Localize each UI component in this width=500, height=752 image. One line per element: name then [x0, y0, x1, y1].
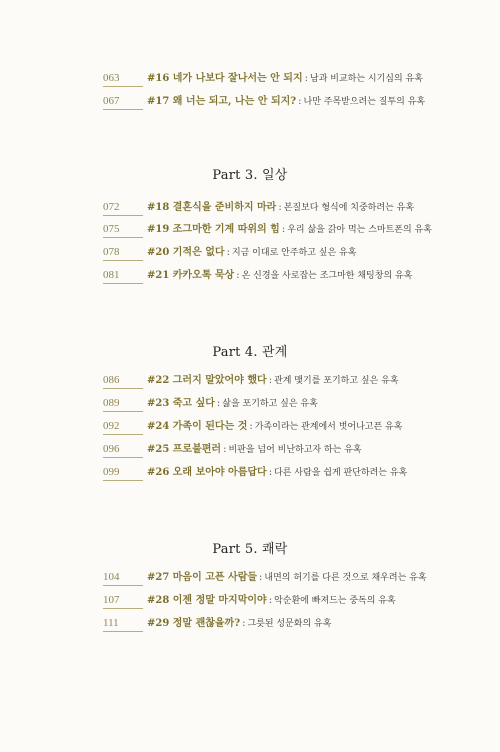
entry-description: 관계 맺기를 포기하고 싶은 유혹 [274, 376, 399, 386]
toc-entry[interactable] [103, 72, 463, 94]
entry-separator: : [236, 270, 240, 281]
page-number: 086 [103, 374, 120, 386]
entry-description: 다른 사람을 쉽게 판단하려는 유혹 [274, 468, 408, 478]
entry-description: 내면의 허기를 다른 것으로 채우려는 유혹 [264, 573, 427, 583]
part-title: Part 5. 쾌락 [212, 542, 288, 557]
entry-headline: #20 기적은 없다 [147, 247, 225, 258]
entry-headline: #22 그러지 말았어야 했다 [147, 375, 267, 386]
page-number: 096 [103, 443, 120, 455]
page-number: 107 [103, 594, 120, 606]
page-number-underline [103, 109, 143, 110]
page-number-underline [103, 480, 143, 481]
entry-headline: #17 왜 너는 되고, 나는 안 되지? [147, 96, 297, 107]
page-number: 078 [103, 246, 120, 258]
entry-description: 우리 삶을 갉아 먹는 스마트폰의 유혹 [287, 225, 432, 235]
toc-entry[interactable] [103, 617, 463, 639]
page-number-underline [103, 260, 143, 261]
page-number: 067 [103, 95, 120, 107]
part-title: Part 3. 일상 [212, 168, 288, 183]
entry-headline: #25 프로불편러 [147, 444, 222, 455]
entry-headline: #27 마음이 고픈 사람들 [147, 572, 258, 583]
entry-headline: #26 오래 보아야 아름답다 [147, 467, 267, 478]
page-number-underline [103, 411, 143, 412]
entry-separator: : [268, 467, 273, 478]
page-number: 111 [103, 617, 119, 629]
page-number-underline [103, 608, 143, 609]
part-title: Part 4. 관계 [212, 345, 288, 360]
entry-separator: : [268, 595, 273, 606]
entry-separator: : [281, 224, 286, 235]
entry-separator: : [249, 421, 253, 432]
entry-separator: : [278, 202, 282, 213]
toc-entry[interactable] [103, 420, 463, 442]
page-number: 089 [103, 397, 120, 409]
toc-entry[interactable] [103, 571, 463, 593]
toc-entry[interactable] [103, 374, 463, 396]
page-number-underline [103, 237, 143, 238]
page-number-underline [103, 215, 143, 216]
page-number-underline [103, 283, 143, 284]
entry-headline: #18 결혼식을 준비하지 마라 [147, 202, 277, 213]
toc-entry[interactable] [103, 397, 463, 419]
entry-description: 본질보다 형식에 치중하려는 유혹 [283, 203, 415, 213]
entry-description: 비판을 넘어 비난하고자 하는 유혹 [228, 445, 362, 455]
entry-separator: : [226, 247, 230, 258]
entry-headline: #24 가족이 된다는 것 [147, 421, 248, 432]
entry-separator: : [298, 96, 302, 107]
page-number-underline [103, 388, 143, 389]
toc-entry[interactable] [103, 466, 463, 488]
entry-description: 남과 비교하는 시기심의 유혹 [310, 74, 423, 84]
page-number: 075 [103, 223, 120, 235]
page-number: 081 [103, 269, 120, 281]
toc-entry[interactable] [103, 246, 463, 268]
entry-description: 삶을 포기하고 싶은 유혹 [222, 399, 318, 409]
page-number-underline [103, 86, 143, 87]
entry-headline: #21 카카오톡 묵상 [147, 270, 235, 281]
page-number: 104 [103, 571, 120, 583]
entry-separator: : [242, 618, 246, 629]
entry-separator: : [268, 375, 273, 386]
toc-entry[interactable] [103, 223, 463, 245]
entry-separator: : [304, 73, 308, 84]
toc-entry[interactable] [103, 201, 463, 223]
entry-separator: : [223, 444, 227, 455]
page-number-underline [103, 457, 143, 458]
entry-description: 온 신경을 사로잡는 조그마한 채팅창의 유혹 [241, 271, 413, 281]
toc-entry[interactable] [103, 269, 463, 291]
entry-headline: #16 네가 나보다 잘나서는 안 되지 [147, 73, 303, 84]
entry-description: 가족이라는 관계에서 벗어나고픈 유혹 [254, 422, 403, 432]
page-number: 092 [103, 420, 120, 432]
toc-entry[interactable] [103, 95, 463, 117]
entry-headline: #19 조그마한 기계 따위의 힘 [147, 224, 280, 235]
entry-separator: : [216, 398, 221, 409]
toc-entry[interactable] [103, 594, 463, 616]
entry-separator: : [259, 572, 263, 583]
page-number: 063 [103, 72, 120, 84]
entry-headline: #23 죽고 싶다 [147, 398, 215, 409]
entry-description: 그릇된 성문화의 유혹 [247, 619, 332, 629]
page-number-underline [103, 434, 143, 435]
entry-headline: #29 정말 괜찮을까? [147, 618, 241, 629]
entry-description: 지금 이대로 안주하고 싶은 유혹 [231, 248, 357, 258]
entry-headline: #28 이젠 정말 마지막이야 [147, 595, 267, 606]
toc-entry[interactable] [103, 443, 463, 465]
page-number: 072 [103, 201, 120, 213]
page-number: 099 [103, 466, 120, 478]
entry-description: 악순환에 빠져드는 중독의 유혹 [274, 596, 396, 606]
page-number-underline [103, 631, 143, 632]
entry-description: 나만 주목받으려는 질투의 유혹 [303, 97, 426, 107]
page-number-underline [103, 585, 143, 586]
